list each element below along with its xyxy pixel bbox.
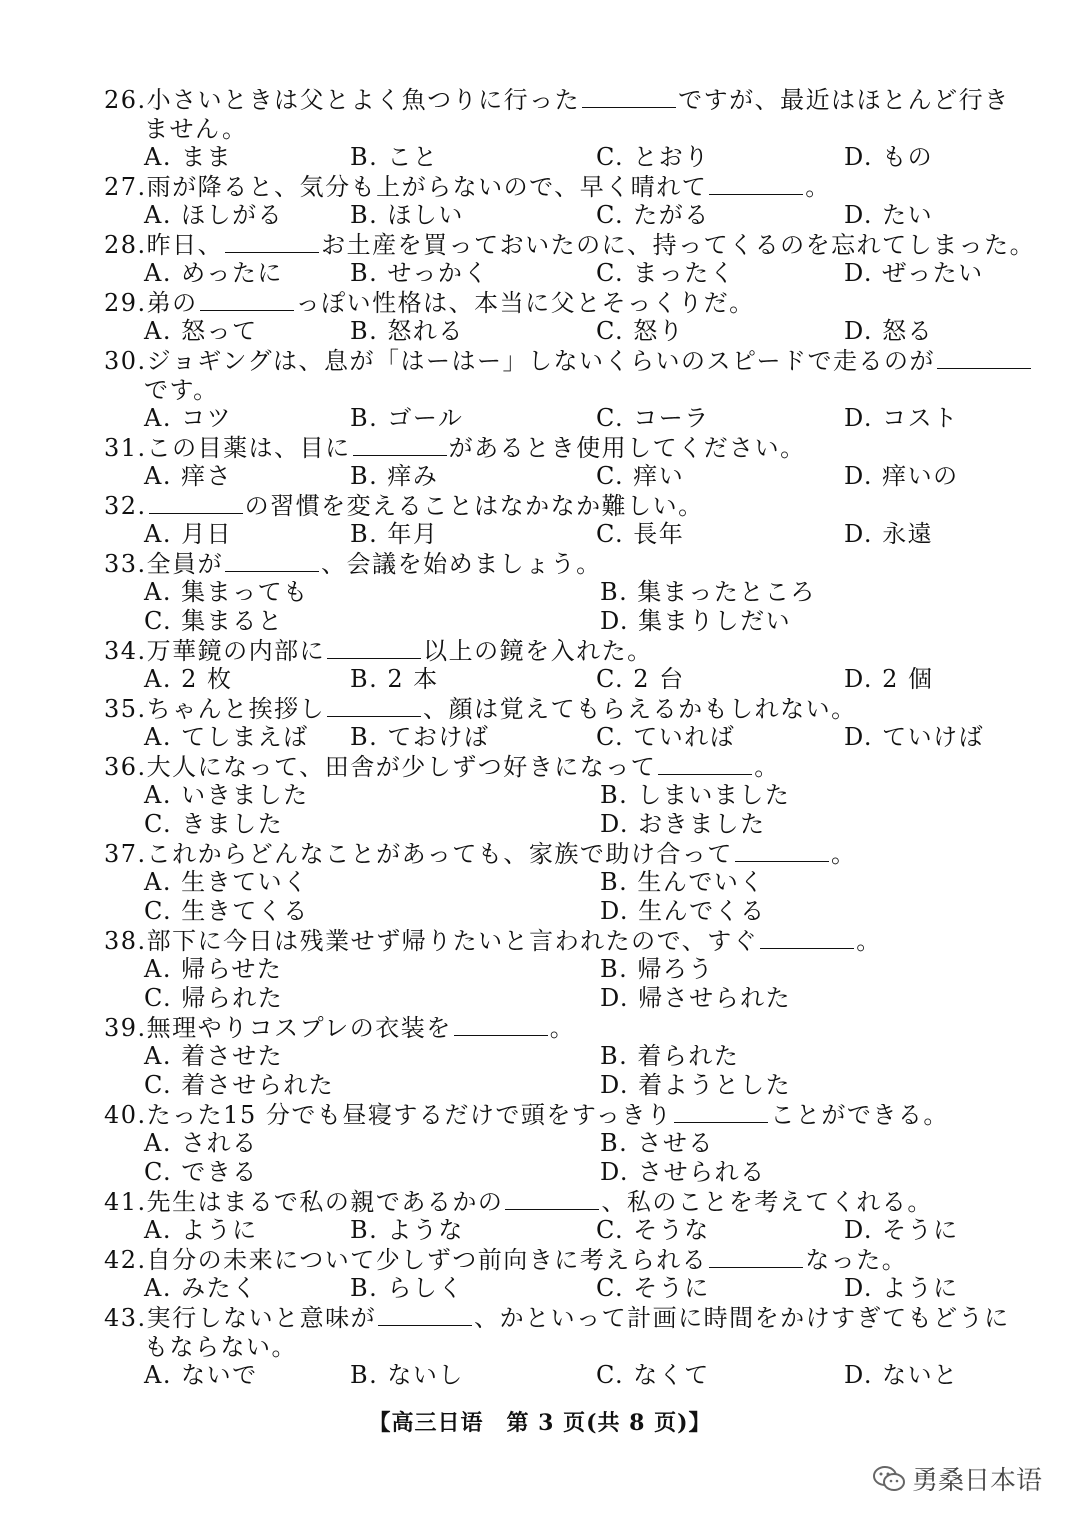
option-b[interactable]: B. 2 本 <box>350 665 439 693</box>
option-a[interactable]: A. 痒さ <box>144 462 233 490</box>
question-text-pre: ジョギングは、息が「はーはー」しないくらいのスピードで走るのが <box>146 347 936 375</box>
question-38 <box>104 926 1004 956</box>
option-c[interactable]: C. なくて <box>596 1361 710 1389</box>
option-d[interactable]: D. もの <box>844 143 934 171</box>
question-40 <box>104 1100 1004 1130</box>
question-number: 36. <box>104 753 147 781</box>
option-d[interactable]: D. 集まりしだい <box>600 607 792 635</box>
option-a[interactable]: A. 帰らせた <box>144 955 283 983</box>
question-number: 27. <box>104 173 147 201</box>
option-c[interactable]: C. 怒り <box>596 317 685 345</box>
question-number: 26. <box>104 86 147 114</box>
option-d[interactable]: D. 生んでくる <box>600 897 766 925</box>
option-c[interactable]: C. そうに <box>596 1274 710 1302</box>
answer-blank[interactable] <box>674 1100 768 1123</box>
option-b[interactable]: B. ゴール <box>350 404 464 432</box>
option-c[interactable]: C. 生きてくる <box>144 897 309 925</box>
option-c[interactable]: C. コーラ <box>596 404 710 432</box>
question-number: 42. <box>104 1246 147 1274</box>
option-c[interactable]: C. 長年 <box>596 520 685 548</box>
question-number: 38. <box>104 927 147 955</box>
question-text-pre: 昨日、 <box>146 231 224 259</box>
answer-blank[interactable] <box>505 1187 599 1210</box>
option-b[interactable]: B. させる <box>600 1129 714 1157</box>
option-a[interactable]: A. ほしがる <box>144 201 284 229</box>
option-a[interactable]: A. 集まっても <box>144 578 309 606</box>
question-26 <box>104 85 1010 144</box>
question-text-post: 。 <box>830 840 857 868</box>
option-b[interactable]: B. こと <box>350 143 439 171</box>
question-text-pre: これからどんなことがあっても、家族で助け合って <box>146 840 733 868</box>
option-d[interactable]: D. ないと <box>844 1361 959 1389</box>
question-text-pre: 小さいときは父とよく魚つりに行った <box>146 86 581 114</box>
option-d[interactable]: D. おきました <box>600 810 766 838</box>
question-text-post: 以上の鏡を入れた。 <box>423 637 653 665</box>
answer-blank[interactable] <box>735 839 829 862</box>
question-number: 32. <box>104 492 147 520</box>
question-number: 34. <box>104 637 147 665</box>
option-d[interactable]: D. 永遠 <box>844 520 934 548</box>
option-b[interactable]: B. ような <box>350 1216 464 1244</box>
option-b[interactable]: B. ないし <box>350 1361 464 1389</box>
answer-blank[interactable] <box>937 346 1031 369</box>
answer-blank[interactable] <box>454 1013 548 1036</box>
option-c[interactable]: C. 2 台 <box>596 665 685 693</box>
question-text-continued: ません。 <box>144 115 248 143</box>
option-b[interactable]: B. らしく <box>350 1274 464 1302</box>
option-b[interactable]: B. しまいました <box>600 781 791 809</box>
option-b[interactable]: B. 痒み <box>350 462 439 490</box>
answer-blank[interactable] <box>149 491 243 514</box>
question-text-pre: この目薬は、目に <box>146 434 351 462</box>
option-c[interactable]: C. できる <box>144 1158 258 1186</box>
option-d[interactable]: D. ぜったい <box>844 259 984 287</box>
question-text-pre: 万華鏡の内部に <box>146 637 326 665</box>
question-text-post: なった。 <box>805 1246 908 1274</box>
question-text-continued: もならない。 <box>144 1333 297 1361</box>
option-c[interactable]: C. きました <box>144 810 284 838</box>
option-b[interactable]: B. 生んでいく <box>600 868 765 896</box>
option-b[interactable]: B. 怒れる <box>350 317 464 345</box>
question-text-pre: 雨が降ると、気分も上がらないので、早く晴れて <box>146 173 708 201</box>
option-b[interactable]: B. 集まったところ <box>600 578 816 606</box>
question-text-post: 、かといって計画に時間をかけすぎてもどうに <box>474 1304 1010 1332</box>
wechat-icon <box>872 1465 906 1493</box>
question-text-post: があるとき使用してください。 <box>448 434 806 462</box>
option-d[interactable]: D. ように <box>844 1274 959 1302</box>
question-text-pre: たった15 分でも昼寝するだけで頭をすっきり <box>146 1101 673 1129</box>
question-text-pre: 大人になって、田舎が少しずつ好きになって <box>146 753 657 781</box>
question-number: 43. <box>104 1304 147 1332</box>
question-text-continued: です。 <box>144 376 219 404</box>
option-d[interactable]: D. たい <box>844 201 934 229</box>
option-a[interactable]: A. ように <box>144 1216 258 1244</box>
question-number: 41. <box>104 1188 147 1216</box>
answer-blank[interactable] <box>200 288 294 311</box>
question-text-pre: 無理やりコスプレの衣装を <box>146 1014 452 1042</box>
question-32 <box>104 491 1004 521</box>
option-c[interactable]: C. 着させられた <box>144 1071 335 1099</box>
question-41 <box>104 1187 1004 1217</box>
question-27 <box>104 172 1004 202</box>
question-number: 29. <box>104 289 147 317</box>
question-28 <box>104 230 1036 260</box>
question-number: 31. <box>104 434 147 462</box>
option-d[interactable]: D. 痒いの <box>844 462 959 490</box>
question-number: 28. <box>104 231 147 259</box>
answer-blank[interactable] <box>658 752 752 775</box>
question-text-pre: 部下に今日は残業せず帰りたいと言われたので、すぐ <box>146 927 759 955</box>
question-34 <box>104 636 1004 666</box>
question-text-pre: 弟の <box>146 289 198 317</box>
option-a[interactable]: A. 月日 <box>144 520 233 548</box>
option-b[interactable]: B. 帰ろう <box>600 955 714 983</box>
answer-blank[interactable] <box>582 85 676 108</box>
question-text-post: お土産を買っておいたのに、持ってくるのを忘れてしまった。 <box>321 231 1036 259</box>
option-c[interactable]: C. たがる <box>596 201 710 229</box>
option-d[interactable]: D. そうに <box>844 1216 959 1244</box>
answer-blank[interactable] <box>709 1245 803 1268</box>
option-d[interactable]: D. させられる <box>600 1158 766 1186</box>
question-text-pre: 自分の未来について少しずつ前向きに考えられる <box>146 1246 708 1274</box>
question-text-post: の習慣を変えることはなかなか難しい。 <box>244 492 704 520</box>
answer-blank[interactable] <box>378 1303 472 1326</box>
question-text-post: 。 <box>805 173 831 201</box>
question-number: 39. <box>104 1014 147 1042</box>
option-d[interactable]: D. コスト <box>844 404 959 432</box>
question-text-post: ことができる。 <box>770 1101 949 1129</box>
option-d[interactable]: D. 着ようとした <box>600 1071 792 1099</box>
question-number: 35. <box>104 695 147 723</box>
question-number: 37. <box>104 840 147 868</box>
option-c[interactable]: C. 帰られた <box>144 984 284 1012</box>
option-a[interactable]: A. 着させた <box>144 1042 284 1070</box>
question-42 <box>104 1245 1004 1275</box>
answer-blank[interactable] <box>225 549 319 572</box>
option-a[interactable]: A. まま <box>144 143 233 171</box>
question-text-post: っぽい性格は、本当に父とそっくりだ。 <box>295 289 755 317</box>
option-a[interactable]: A. いきました <box>144 781 309 809</box>
watermark-text: 勇桑日本语 <box>912 1466 1043 1496</box>
question-31 <box>104 433 1004 463</box>
option-d[interactable]: D. 2 個 <box>844 665 934 693</box>
question-text-post: 、私のことを考えてくれる。 <box>601 1188 933 1216</box>
question-33 <box>104 549 1004 579</box>
watermark <box>872 1460 1042 1497</box>
question-text-post: 。 <box>754 753 780 781</box>
option-a[interactable]: A. めったに <box>144 259 283 287</box>
option-c[interactable]: C. ていれば <box>596 723 736 751</box>
question-36 <box>104 752 1004 782</box>
question-text-post: 、顔は覚えてもらえるかもしれない。 <box>423 695 857 723</box>
question-text-pre: 全員が <box>146 550 224 578</box>
question-number: 33. <box>104 550 147 578</box>
answer-blank[interactable] <box>225 230 319 253</box>
option-c[interactable]: C. 集まると <box>144 607 284 635</box>
option-c[interactable]: C. とおり <box>596 143 710 171</box>
question-text-pre: 実行しないと意味が <box>146 1304 377 1332</box>
question-number: 40. <box>104 1101 147 1129</box>
question-35 <box>104 694 1004 724</box>
question-text-post: 。 <box>549 1014 576 1042</box>
page-footer: 【高三日语 第 3 页(共 8 页)】 <box>368 1410 712 1436</box>
answer-blank[interactable] <box>327 636 421 659</box>
question-43 <box>104 1303 1010 1362</box>
question-text-pre: 先生はまるで私の親であるかの <box>146 1188 504 1216</box>
option-a[interactable]: A. 怒って <box>144 317 258 345</box>
option-d[interactable]: D. ていけば <box>844 723 985 751</box>
question-37 <box>104 839 1004 869</box>
question-29 <box>104 288 1004 318</box>
answer-blank[interactable] <box>353 433 447 456</box>
question-39 <box>104 1013 1004 1043</box>
option-c[interactable]: C. 痒い <box>596 462 685 490</box>
question-text-pre: ちゃんと挨拶し <box>146 695 326 723</box>
answer-blank[interactable] <box>760 926 854 949</box>
question-text-post: 、会議を始めましょう。 <box>321 550 602 578</box>
option-d[interactable]: D. 帰させられた <box>600 984 792 1012</box>
option-a[interactable]: A. される <box>144 1129 258 1157</box>
option-a[interactable]: A. ないで <box>144 1361 258 1389</box>
option-b[interactable]: B. 着られた <box>600 1042 740 1070</box>
answer-blank[interactable] <box>327 694 421 717</box>
option-b[interactable]: B. ておけば <box>350 723 490 751</box>
question-text-post: ですが、最近はほとんど行き <box>678 86 1010 114</box>
question-text-post: 。 <box>856 927 882 955</box>
option-d[interactable]: D. 怒る <box>844 317 934 345</box>
option-b[interactable]: B. せっかく <box>350 259 489 287</box>
question-number: 30. <box>104 347 147 375</box>
option-a[interactable]: A. てしまえば <box>144 723 309 751</box>
option-a[interactable]: A. コツ <box>144 404 233 432</box>
option-c[interactable]: C. そうな <box>596 1216 710 1244</box>
answer-blank[interactable] <box>709 172 803 195</box>
option-a[interactable]: A. 生きていく <box>144 868 309 896</box>
option-b[interactable]: B. 年月 <box>350 520 439 548</box>
option-a[interactable]: A. 2 枚 <box>144 665 233 693</box>
option-a[interactable]: A. みたく <box>144 1274 258 1302</box>
option-b[interactable]: B. ほしい <box>350 201 464 229</box>
option-c[interactable]: C. まったく <box>596 259 736 287</box>
question-30 <box>104 346 1004 405</box>
